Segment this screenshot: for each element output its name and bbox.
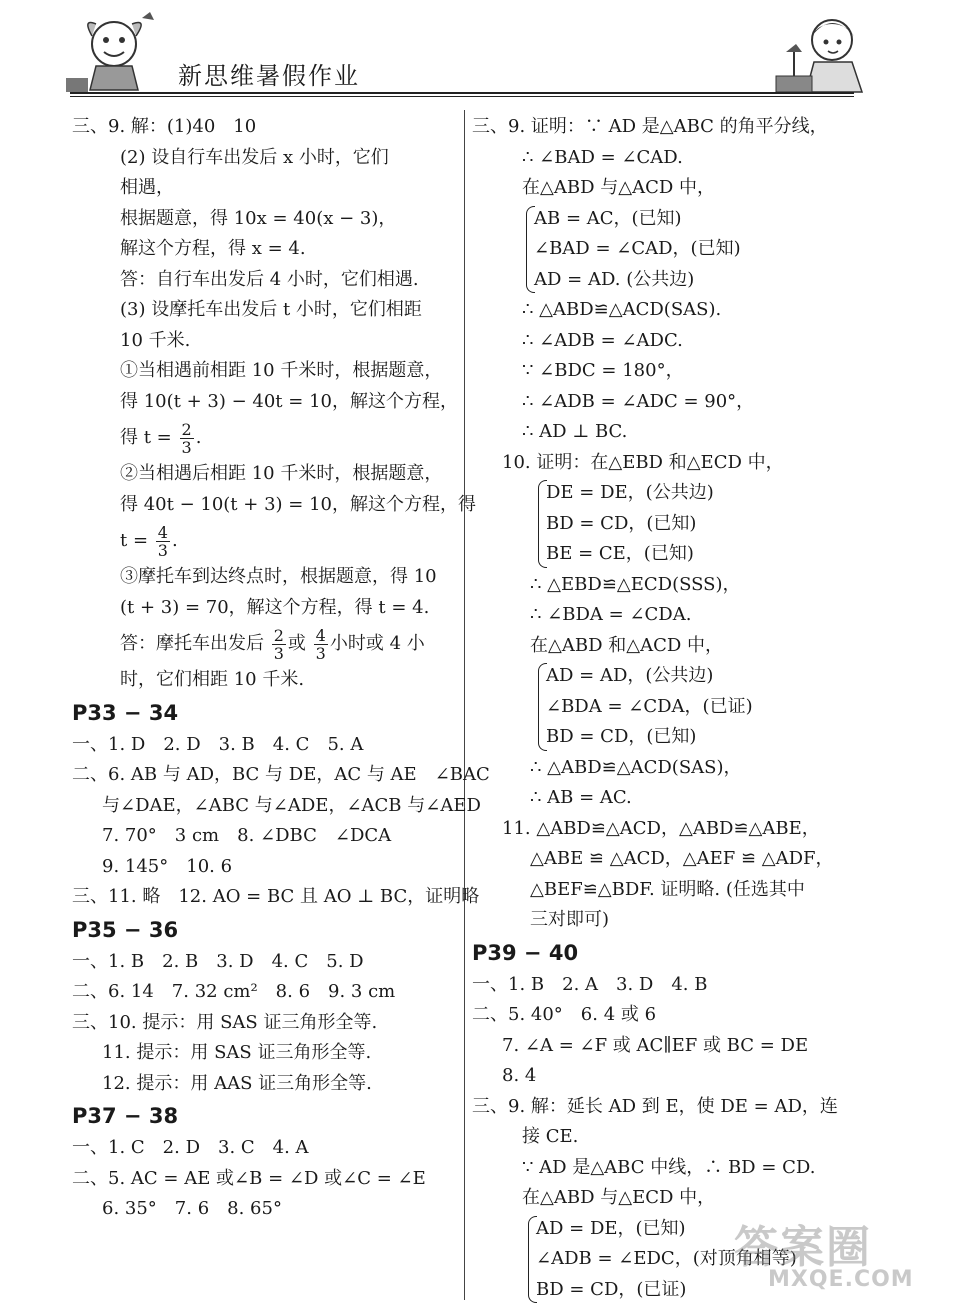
text-line: ∴ AD ⊥ BC. — [522, 421, 628, 442]
text-line: ∴ △EBD≌△ECD(SSS)， — [530, 573, 741, 595]
text-line: ∴ ∠BAD = ∠CAD. — [522, 146, 683, 168]
text-line: 三、9. 解：延长 AD 到 E，使 DE = AD，连 — [472, 1095, 838, 1117]
text-line: 得 40t − 10(t + 3) = 10，解这个方程，得 — [120, 493, 476, 515]
text-line: △BEF≌△BDF. 证明略. (任选其中 — [530, 878, 805, 900]
text-line: ∠BDA = ∠CDA，(已证) — [546, 695, 753, 717]
answer-prefix: 答：摩托车出发后 — [120, 633, 264, 654]
text-line: 解这个方程，得 x = 4. — [120, 238, 306, 259]
text-line: ②当相遇后相距 10 千米时，根据题意， — [120, 463, 443, 484]
text-line: 答：自行车出发后 4 小时，它们相遇. — [120, 268, 419, 290]
girl-reading-icon — [772, 6, 872, 98]
right-column — [472, 112, 872, 1305]
text-line: 6. 35° 7. 6 8. 65° — [102, 1198, 282, 1219]
text-line: 二、5. AC = AE 或∠B = ∠D 或∠C = ∠E — [72, 1167, 426, 1189]
text-line: 7. 70° 3 cm 8. ∠DBC ∠DCA — [102, 825, 392, 846]
page-header — [0, 0, 964, 100]
section-heading: P37 − 38 — [72, 1104, 179, 1128]
text-line: ∴ ∠ADB = ∠ADC = 90°， — [522, 390, 755, 412]
text-line: 一、1. B 2. A 3. D 4. B — [472, 973, 708, 995]
fraction-denominator: 3 — [181, 437, 192, 457]
text-line: 一、1. B 2. B 3. D 4. C 5. D — [72, 950, 364, 972]
text-line: 在△ABD 与△ECD 中， — [522, 1187, 716, 1208]
text-line: 根据题意，得 10x = 40(x − 3)， — [120, 207, 397, 229]
text-line: 9. 145° 10. 6 — [102, 855, 233, 877]
text-line: 得 10(t + 3) − 40t = 10，解这个方程， — [120, 390, 458, 412]
fraction — [314, 627, 328, 662]
text-line: 二、6. AB 与 AD，BC 与 DE，AC 与 AE ∠BAC — [72, 764, 490, 785]
fraction-numerator: 2 — [181, 419, 192, 439]
text-line: 接 CE. — [522, 1126, 579, 1147]
text-line: △ABE ≌ △ACD，△AEF ≌ △ADF， — [530, 848, 834, 869]
text-line: 三、11. 略 12. AO = BC 且 AO ⊥ BC，证明略 — [72, 886, 480, 907]
text-line: 二、6. 14 7. 32 cm² 8. 6 9. 3 cm — [72, 981, 396, 1002]
text-line: ∵ ∠BDC = 180°， — [522, 360, 684, 381]
left-column — [72, 112, 490, 1225]
text-line: ∴ ∠ADB = ∠ADC. — [522, 329, 683, 351]
column-divider — [464, 110, 465, 1300]
watermark-logo — [728, 1205, 958, 1301]
text-line: 一、1. D 2. D 3. B 4. C 5. A — [72, 733, 364, 755]
text-line: BD = CD，(已知) — [546, 512, 697, 534]
text-line: 在△ABD 和△ACD 中， — [530, 634, 723, 656]
fraction-numerator: 4 — [157, 522, 168, 542]
text-line: 三、9. 证明：∵ AD 是△ABC 的角平分线， — [472, 116, 828, 137]
text-line: 10. 证明：在△EBD 和△ECD 中， — [502, 451, 784, 473]
text-line: BD = CD，(已证) — [536, 1278, 687, 1300]
text-line: (t + 3) = 70，解这个方程，得 t = 4. — [120, 596, 430, 618]
brace-system — [472, 478, 872, 570]
section-heading: P35 − 36 — [72, 917, 179, 942]
text-line: 三对即可) — [530, 909, 610, 930]
header-title: 新思维暑假作业 — [178, 62, 360, 90]
fraction-suffix: . — [171, 530, 178, 551]
text-line: (2) 设自行车出发后 x 小时，它们 — [120, 146, 389, 168]
text-line: 相遇， — [120, 177, 174, 198]
watermark-url: MXQE.COM — [768, 1267, 914, 1292]
text-line: ∴ △ABD≌△ACD(SAS). — [522, 299, 722, 320]
fraction — [180, 421, 194, 456]
text-line: ③摩托车到达终点时，根据题意，得 10 — [120, 566, 437, 587]
fraction-numerator: 2 — [273, 625, 284, 645]
text-line: BD = CD，(已知) — [546, 726, 697, 747]
text-line: ∴ △ABD≌△ACD(SAS)， — [530, 756, 742, 778]
section-heading: P33 − 34 — [72, 700, 179, 725]
text-line: 在△ABD 与△ACD 中， — [522, 177, 715, 198]
text-line: 三、9. 解：(1)40 10 — [72, 116, 257, 137]
text-line: 时，它们相距 10 千米. — [120, 669, 305, 690]
text-line: AB = AC，(已知) — [534, 207, 682, 229]
text-line: 一、1. C 2. D 3. C 4. A — [72, 1137, 309, 1158]
text-line: 8. 4 — [502, 1065, 537, 1086]
watermark-text: 答案圈 — [734, 1222, 872, 1273]
fraction-prefix: t = — [120, 530, 149, 551]
text-line: 11. △ABD≌△ACD，△ABD≌△ABE， — [502, 817, 820, 839]
header-rule — [70, 92, 854, 94]
text-line: ∠BAD = ∠CAD，(已知) — [534, 238, 741, 259]
text-line: 与∠DAE，∠ABC 与∠ADE，∠ACB 与∠AED — [102, 794, 481, 816]
brace-system — [472, 661, 872, 753]
text-line: AD = AD. (公共边) — [534, 268, 695, 290]
text-line: ①当相遇前相距 10 千米时，根据题意， — [120, 360, 443, 381]
fraction — [156, 524, 170, 559]
text-line: BE = CE，(已知) — [546, 543, 694, 564]
text-line: (3) 设摩托车出发后 t 小时，它们相距 — [120, 299, 422, 320]
text-line: 10 千米. — [120, 329, 191, 351]
text-line: 12. 提示：用 AAS 证三角形全等. — [102, 1072, 372, 1094]
text-line: AD = AD，(公共边) — [546, 665, 714, 686]
fraction-denominator: 3 — [315, 643, 326, 663]
text-line: 7. ∠A = ∠F 或 AC∥EF 或 BC = DE — [502, 1034, 809, 1056]
section-heading: P39 − 40 — [472, 940, 579, 965]
fraction-line — [72, 520, 457, 562]
text-line: 二、5. 40° 6. 4 或 6 — [472, 1004, 657, 1025]
text-line: ∠ADB = ∠EDC，(对顶角相等) — [536, 1248, 797, 1269]
text-line: DE = DE，(公共边) — [546, 482, 714, 503]
answer-line — [72, 623, 457, 665]
fraction-denominator: 3 — [273, 643, 284, 663]
answer-suffix: 小时或 4 小 — [329, 633, 425, 654]
answer-mid: 或 — [287, 633, 306, 654]
fraction-suffix: . — [195, 427, 202, 448]
fraction — [272, 627, 286, 662]
text-line: ∵ AD 是△ABC 中线，∴ BD = CD. — [522, 1156, 816, 1178]
cartoon-mascot-icon — [62, 8, 162, 96]
fraction-numerator: 4 — [315, 625, 326, 645]
text-line: 11. 提示：用 SAS 证三角形全等. — [102, 1042, 372, 1063]
fraction-line — [72, 417, 457, 459]
brace-system — [472, 204, 872, 296]
text-line: AD = DE，(已知) — [536, 1217, 686, 1239]
header-rule-thin — [70, 96, 854, 97]
text-line: ∴ ∠BDA = ∠CDA. — [530, 604, 692, 625]
text-line: ∴ AB = AC. — [530, 787, 632, 808]
text-line: 三、10. 提示：用 SAS 证三角形全等. — [72, 1011, 378, 1033]
fraction-prefix: 得 t = — [120, 427, 172, 448]
fraction-denominator: 3 — [157, 540, 168, 560]
